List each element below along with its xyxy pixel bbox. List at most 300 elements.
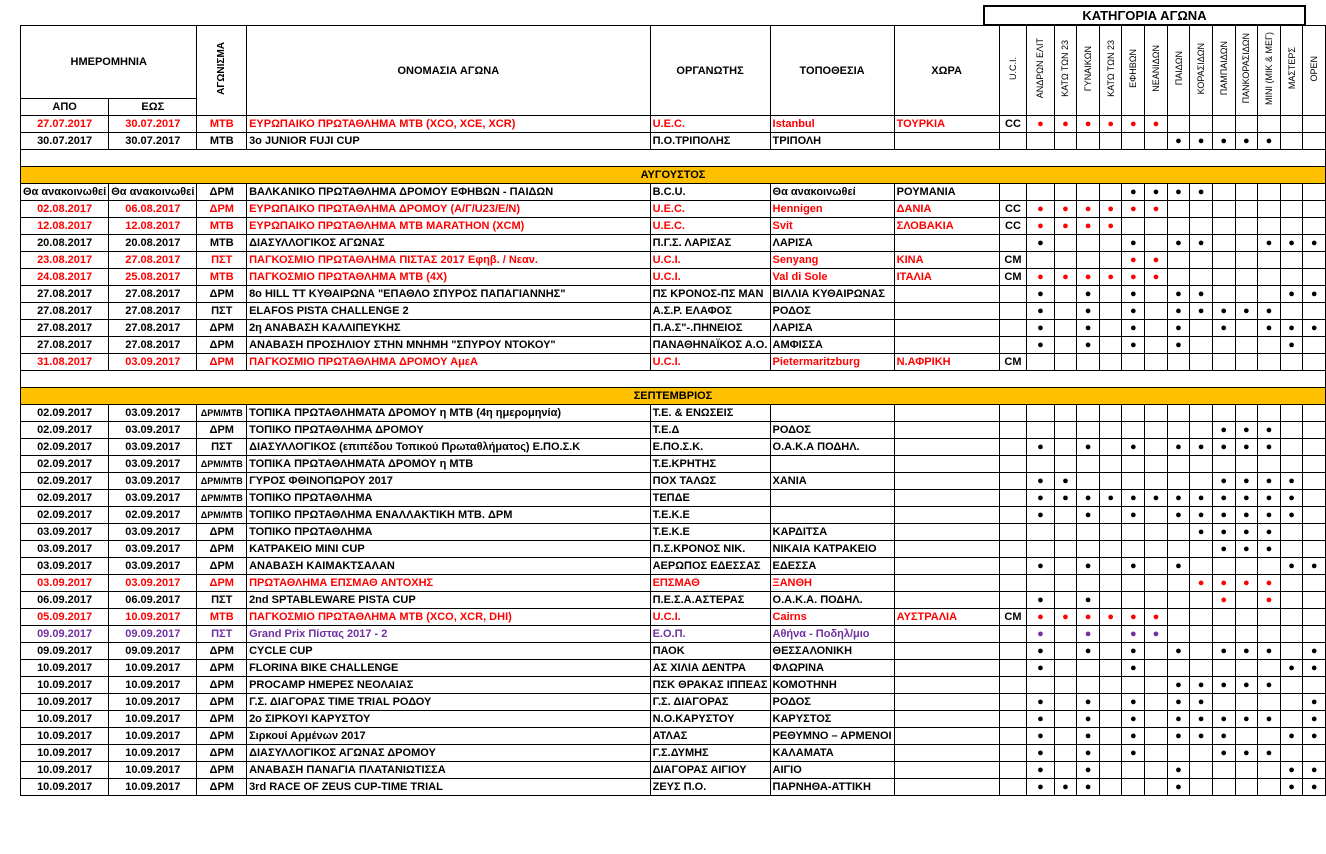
category-cell: [1167, 677, 1190, 694]
organizer: Π.Γ.Σ. ΛΑΡΙΣΑΣ: [650, 235, 770, 252]
category-cell: [1122, 422, 1145, 439]
location: Svit: [770, 218, 894, 235]
date-from: 24.08.2017: [21, 269, 109, 286]
category-cell: [1122, 252, 1145, 269]
category-cell: [1054, 439, 1077, 456]
category-cell: [1027, 490, 1054, 507]
location: ΠΑΡΝΗΘΑ-ΑΤΤΙΚΗ: [770, 779, 894, 796]
race-row: [21, 609, 1326, 626]
category-dot: ●: [1129, 730, 1137, 742]
category-cell: [1212, 592, 1235, 609]
category-cell: [1122, 541, 1145, 558]
discipline: ΔΡΜ: [197, 201, 247, 218]
category-cell: [1212, 575, 1235, 592]
organizer: U.C.I.: [650, 269, 770, 286]
category-dot: ●: [1062, 611, 1069, 623]
category-cell: [1190, 422, 1213, 439]
category-cell: [1303, 779, 1326, 796]
category-cell: [1122, 184, 1145, 201]
category-cell: [1167, 456, 1190, 473]
category-cell: [1280, 405, 1303, 422]
category-cell: [1027, 269, 1054, 286]
category-dot: ●: [1288, 730, 1295, 742]
category-dot: ●: [1310, 645, 1318, 657]
date-from: 10.09.2017: [21, 711, 109, 728]
category-cell: [1054, 609, 1077, 626]
category-cell: [1077, 507, 1100, 524]
race-row: [21, 354, 1326, 371]
category-cell: [1258, 422, 1281, 439]
category-cell: [1122, 592, 1145, 609]
category-cell: [1258, 490, 1281, 507]
category-cell: [1077, 456, 1100, 473]
discipline: ΔΡΜ: [197, 320, 247, 337]
location: Αθήνα - Ποδηλ/μιο: [770, 626, 894, 643]
category-dot: ●: [1310, 764, 1318, 776]
race-name: ΤΟΠΙΚΑ ΠΡΩΤΑΘΛΗΜΑΤΑ ΔΡΟΜΟΥ η MTB: [247, 456, 651, 473]
category-dot: ●: [1220, 509, 1228, 521]
category-dot: ●: [1037, 339, 1044, 351]
race-row: [21, 286, 1326, 303]
category-cell: [1190, 592, 1213, 609]
category-cell: [1099, 626, 1122, 643]
country: [894, 592, 999, 609]
date-from: 10.09.2017: [21, 745, 109, 762]
category-cell: [1258, 711, 1281, 728]
date-to: 30.07.2017: [109, 116, 197, 133]
race-name: FLORINA BIKE CHALLENGE: [247, 660, 651, 677]
category-cell: [1054, 626, 1077, 643]
race-row: [21, 677, 1326, 694]
category-cell: [1167, 524, 1190, 541]
race-name: 2o ΣΙΡΚΟΥΙ ΚΑΡΥΣΤΟΥ: [247, 711, 651, 728]
country: [894, 303, 999, 320]
category-dot: ●: [1197, 509, 1205, 521]
category-cell: [1099, 337, 1122, 354]
category-dot: ●: [1062, 118, 1069, 130]
category-dot: ●: [1175, 135, 1182, 147]
category-cell: [1212, 184, 1235, 201]
date-to: 10.09.2017: [109, 677, 197, 694]
category-dot: ●: [1220, 679, 1228, 691]
category-cell: [1303, 490, 1326, 507]
uci-code: [999, 439, 1027, 456]
category-cell: [1280, 660, 1303, 677]
category-cell: [1280, 677, 1303, 694]
category-cell: [1145, 745, 1168, 762]
category-cell: [1167, 643, 1190, 660]
category-header: [1099, 26, 1122, 116]
category-cell: [1235, 745, 1258, 762]
uci-code: CM: [999, 609, 1027, 626]
date-from: 02.08.2017: [21, 201, 109, 218]
category-dot: ●: [1037, 747, 1044, 759]
organizer: ΠΑΟΚ: [650, 643, 770, 660]
category-cell: [1235, 456, 1258, 473]
category-cell: [1235, 439, 1258, 456]
category-dot: ●: [1107, 220, 1114, 232]
date-from: 20.08.2017: [21, 235, 109, 252]
category-cell: [1258, 405, 1281, 422]
category-dot: ●: [1220, 322, 1228, 334]
category-header-label: ΝΕΑΝΙΔΩΝ: [1150, 45, 1161, 92]
location: Cairns: [770, 609, 894, 626]
category-cell: [1099, 116, 1122, 133]
category-cell: [1258, 626, 1281, 643]
category-cell: [1054, 184, 1077, 201]
category-cell: [1212, 456, 1235, 473]
category-cell: [1145, 456, 1168, 473]
section-gap: [21, 371, 1326, 388]
date-from: 27.08.2017: [21, 286, 109, 303]
category-cell: [1027, 626, 1054, 643]
category-cell: [1099, 643, 1122, 660]
category-cell: [1027, 694, 1054, 711]
category-dot: ●: [1129, 271, 1137, 283]
uci-code: [999, 235, 1027, 252]
category-cell: [1145, 269, 1168, 286]
discipline: ΔΡΜ/ΜΤΒ: [197, 490, 247, 507]
discipline: ΔΡΜ: [197, 694, 247, 711]
category-dot: ●: [1197, 305, 1205, 317]
category-cell: [1212, 643, 1235, 660]
location: ΚΑΛΑΜΑΤΑ: [770, 745, 894, 762]
country: ΡΟΥΜΑΝΙΑ: [894, 184, 999, 201]
category-dot: ●: [1220, 492, 1228, 504]
country: [894, 422, 999, 439]
race-row: [21, 762, 1326, 779]
category-cell: [1122, 490, 1145, 507]
date-to: 03.09.2017: [109, 405, 197, 422]
category-dot: ●: [1084, 747, 1092, 759]
race-name: ΔΙΑΣΥΛΛΟΓΙΚΟΣ (επιπέδου Τοπικού Πρωταθλήματος) Ε.ΠΟ.Σ.Κ: [247, 439, 651, 456]
category-cell: [1027, 728, 1054, 745]
category-cell: [1122, 524, 1145, 541]
category-dot: ●: [1129, 696, 1137, 708]
category-cell: [1258, 218, 1281, 235]
category-dot: ●: [1037, 611, 1044, 623]
category-cell: [1099, 201, 1122, 218]
category-cell: [1258, 524, 1281, 541]
country: ΚΙΝΑ: [894, 252, 999, 269]
discipline: ΔΡΜ: [197, 575, 247, 592]
race-name: 3rd RACE OF ZEUS CUP-TIME TRIAL: [247, 779, 651, 796]
uci-code: [999, 541, 1027, 558]
date-from: 02.09.2017: [21, 422, 109, 439]
category-cell: [1258, 320, 1281, 337]
discipline: ΠΣΤ: [197, 592, 247, 609]
category-cell: [1054, 779, 1077, 796]
category-cell: [1167, 575, 1190, 592]
country: [894, 626, 999, 643]
date-from: 02.09.2017: [21, 405, 109, 422]
category-cell: [1212, 116, 1235, 133]
race-row: [21, 184, 1326, 201]
category-dot: ●: [1129, 118, 1137, 130]
category-cell: [1280, 592, 1303, 609]
category-cell: [1258, 133, 1281, 150]
category-dot: ●: [1288, 764, 1295, 776]
organizer: ΑΕΡΩΠΟΣ ΕΔΕΣΣΑΣ: [650, 558, 770, 575]
category-cell: [1145, 490, 1168, 507]
category-cell: [1122, 286, 1145, 303]
category-cell: [1145, 252, 1168, 269]
category-header-label: ΑΝΔΡΩΝ ΕΛΙΤ: [1035, 38, 1046, 99]
category-dot: ●: [1310, 713, 1318, 725]
race-name: ΠΑΓΚΟΣΜΙΟ ΠΡΩΤΑΘΛΗΜΑ MTB (4X): [247, 269, 651, 286]
category-cell: [1145, 133, 1168, 150]
organizer: ΠΑΝΑΘΗΝΑΪΚΟΣ Α.Ο.: [650, 337, 770, 354]
uci-code: [999, 711, 1027, 728]
category-cell: [1054, 490, 1077, 507]
category-cell: [1145, 677, 1168, 694]
category-cell: [1212, 677, 1235, 694]
category-cell: [1258, 592, 1281, 609]
race-row: [21, 235, 1326, 252]
category-cell: [1054, 354, 1077, 371]
category-cell: [1235, 490, 1258, 507]
category-cell: [1122, 626, 1145, 643]
category-cell: [1280, 473, 1303, 490]
date-to: 20.08.2017: [109, 235, 197, 252]
country: [894, 320, 999, 337]
date-from: 10.09.2017: [21, 677, 109, 694]
location: ΑΜΦΙΣΣΑ: [770, 337, 894, 354]
category-cell: [1190, 609, 1213, 626]
category-dot: ●: [1288, 322, 1295, 334]
category-dot: ●: [1084, 611, 1092, 623]
category-header-label: OPEN: [1309, 55, 1320, 82]
category-cell: [1099, 184, 1122, 201]
country: [894, 439, 999, 456]
category-dot: ●: [1220, 577, 1228, 589]
category-cell: [1027, 660, 1054, 677]
location: ΡΟΔΟΣ: [770, 694, 894, 711]
category-cell: [1122, 354, 1145, 371]
race-row: [21, 643, 1326, 660]
category-cell: [1212, 286, 1235, 303]
category-cell: [1122, 133, 1145, 150]
category-dot: ●: [1288, 560, 1295, 572]
category-cell: [1099, 320, 1122, 337]
category-cell: [1077, 252, 1100, 269]
race-name: Grand Prix Πίστας 2017 - 2: [247, 626, 651, 643]
category-cell: [1167, 303, 1190, 320]
date-from: 10.09.2017: [21, 779, 109, 796]
category-cell: [1280, 456, 1303, 473]
discipline: ΔΡΜ/ΜΤΒ: [197, 456, 247, 473]
category-cell: [1258, 456, 1281, 473]
category-cell: [1167, 609, 1190, 626]
race-name: ΚΑΤΡΑΚΕΙΟ MINI CUP: [247, 541, 651, 558]
category-dot: ●: [1037, 118, 1044, 130]
category-cell: [1099, 745, 1122, 762]
category-cell: [1054, 320, 1077, 337]
category-cell: [1280, 694, 1303, 711]
date-to: 03.09.2017: [109, 473, 197, 490]
organizer: Τ.Ε.Κ.Ε: [650, 507, 770, 524]
category-dot: ●: [1129, 611, 1137, 623]
category-cell: [1054, 660, 1077, 677]
category-dot: ●: [1243, 424, 1250, 436]
race-row: [21, 439, 1326, 456]
category-dot: ●: [1175, 288, 1182, 300]
category-cell: [1190, 184, 1213, 201]
category-cell: [1145, 660, 1168, 677]
date-to: 03.09.2017: [109, 439, 197, 456]
category-dot: ●: [1220, 305, 1228, 317]
category-header: [1167, 26, 1190, 116]
location: [770, 405, 894, 422]
category-cell: [1235, 337, 1258, 354]
race-name: ΤΟΠΙΚΑ ΠΡΩΤΑΘΛΗΜΑΤΑ ΔΡΟΜΟΥ η MTB (4η ημερομηνία): [247, 405, 651, 422]
location: ΚΟΜΟΤΗΝΗ: [770, 677, 894, 694]
category-cell: [1077, 133, 1100, 150]
country: [894, 490, 999, 507]
category-cell: [1303, 626, 1326, 643]
category-dot: ●: [1197, 577, 1205, 589]
uci-code: [999, 779, 1027, 796]
race-row: [21, 711, 1326, 728]
date-to: 10.09.2017: [109, 762, 197, 779]
category-cell: [1027, 235, 1054, 252]
category-dot: ●: [1175, 696, 1182, 708]
category-cell: [1054, 405, 1077, 422]
category-dot: ●: [1107, 118, 1114, 130]
date-from: 03.09.2017: [21, 524, 109, 541]
category-cell: [1212, 252, 1235, 269]
category-cell: [1235, 660, 1258, 677]
from-header: ΑΠΟ: [21, 99, 109, 116]
category-cell: [1280, 286, 1303, 303]
category-cell: [1212, 235, 1235, 252]
category-cell: [1167, 660, 1190, 677]
month-row: [21, 167, 1326, 184]
category-dot: ●: [1037, 288, 1044, 300]
category-cell: [1077, 711, 1100, 728]
country: [894, 507, 999, 524]
category-cell: [1212, 422, 1235, 439]
category-dot: ●: [1265, 475, 1273, 487]
uci-code: [999, 405, 1027, 422]
category-dot: ●: [1197, 441, 1205, 453]
category-cell: [1167, 728, 1190, 745]
category-dot: ●: [1129, 441, 1137, 453]
category-dot: ●: [1107, 203, 1114, 215]
category-dot: ●: [1310, 288, 1318, 300]
country: [894, 541, 999, 558]
race-name: ΤΟΠΙΚΟ ΠΡΩΤΑΘΛΗΜΑ ΔΡΟΜΟΥ: [247, 422, 651, 439]
location: ΡΟΔΟΣ: [770, 303, 894, 320]
category-dot: ●: [1197, 186, 1205, 198]
category-cell: [1027, 643, 1054, 660]
category-cell: [1054, 762, 1077, 779]
category-dot: ●: [1037, 220, 1044, 232]
category-dot: ●: [1265, 135, 1273, 147]
category-cell: [1303, 218, 1326, 235]
category-cell: [1122, 575, 1145, 592]
category-dot: ●: [1084, 696, 1092, 708]
date-from: 30.07.2017: [21, 133, 109, 150]
gap-cell: [21, 371, 1326, 388]
category-cell: [1190, 762, 1213, 779]
category-cell: [1077, 575, 1100, 592]
category-cell: [1077, 660, 1100, 677]
category-cell: [1258, 269, 1281, 286]
location: Ο.Α.Κ.Α. ΠΟΔΗΛ.: [770, 592, 894, 609]
category-dot: ●: [1037, 237, 1044, 249]
location: ΚΑΡΔΙΤΣΑ: [770, 524, 894, 541]
category-dot: ●: [1220, 424, 1228, 436]
category-dot: ●: [1175, 492, 1182, 504]
category-dot: ●: [1129, 560, 1137, 572]
category-dot: ●: [1084, 322, 1092, 334]
category-cell: [1167, 558, 1190, 575]
category-cell: [1280, 762, 1303, 779]
country: [894, 337, 999, 354]
uci-code: [999, 507, 1027, 524]
date-from: Θα ανακοινωθεί: [21, 184, 109, 201]
category-dot: ●: [1107, 492, 1114, 504]
category-dot: ●: [1084, 305, 1092, 317]
uci-code: [999, 694, 1027, 711]
category-cell: [1167, 116, 1190, 133]
category-cell: [1235, 507, 1258, 524]
category-dot: ●: [1129, 645, 1137, 657]
country: [894, 133, 999, 150]
category-dot: ●: [1220, 645, 1228, 657]
category-cell: [1167, 711, 1190, 728]
category-cell: [1258, 252, 1281, 269]
category-dot: ●: [1152, 203, 1160, 215]
category-dot: ●: [1129, 203, 1137, 215]
category-cell: [1212, 337, 1235, 354]
category-dot: ●: [1037, 560, 1044, 572]
category-cell: [1235, 626, 1258, 643]
category-header-label: ΚΑΤΩ ΤΩΝ 23: [1105, 40, 1116, 97]
uci-code: [999, 592, 1027, 609]
category-dot: ●: [1084, 220, 1092, 232]
category-cell: [1280, 133, 1303, 150]
category-cell: [1077, 184, 1100, 201]
date-from: 03.09.2017: [21, 558, 109, 575]
category-cell: [1054, 235, 1077, 252]
organizer: Ν.Ο.ΚΑΡΥΣΤΟΥ: [650, 711, 770, 728]
category-dot: ●: [1243, 135, 1250, 147]
category-cell: [1077, 337, 1100, 354]
category-cell: [1077, 677, 1100, 694]
location: ΡΟΔΟΣ: [770, 422, 894, 439]
category-cell: [1280, 439, 1303, 456]
category-cell: [1122, 439, 1145, 456]
date-from: 23.08.2017: [21, 252, 109, 269]
category-dot: ●: [1220, 475, 1228, 487]
category-dot: ●: [1265, 509, 1273, 521]
category-cell: [1280, 422, 1303, 439]
category-cell: [1280, 524, 1303, 541]
race-name: PROCAMP ΗΜΕΡΕΣ ΝΕΟΛΑΙΑΣ: [247, 677, 651, 694]
category-dot: ●: [1265, 424, 1273, 436]
category-dot: ●: [1152, 118, 1160, 130]
category-dot: ●: [1288, 662, 1295, 674]
category-cell: [1099, 694, 1122, 711]
category-cell: [1303, 575, 1326, 592]
category-cell: [1027, 286, 1054, 303]
category-cell: [1099, 303, 1122, 320]
category-cell: [1190, 269, 1213, 286]
date-to: 12.08.2017: [109, 218, 197, 235]
category-cell: [1122, 779, 1145, 796]
